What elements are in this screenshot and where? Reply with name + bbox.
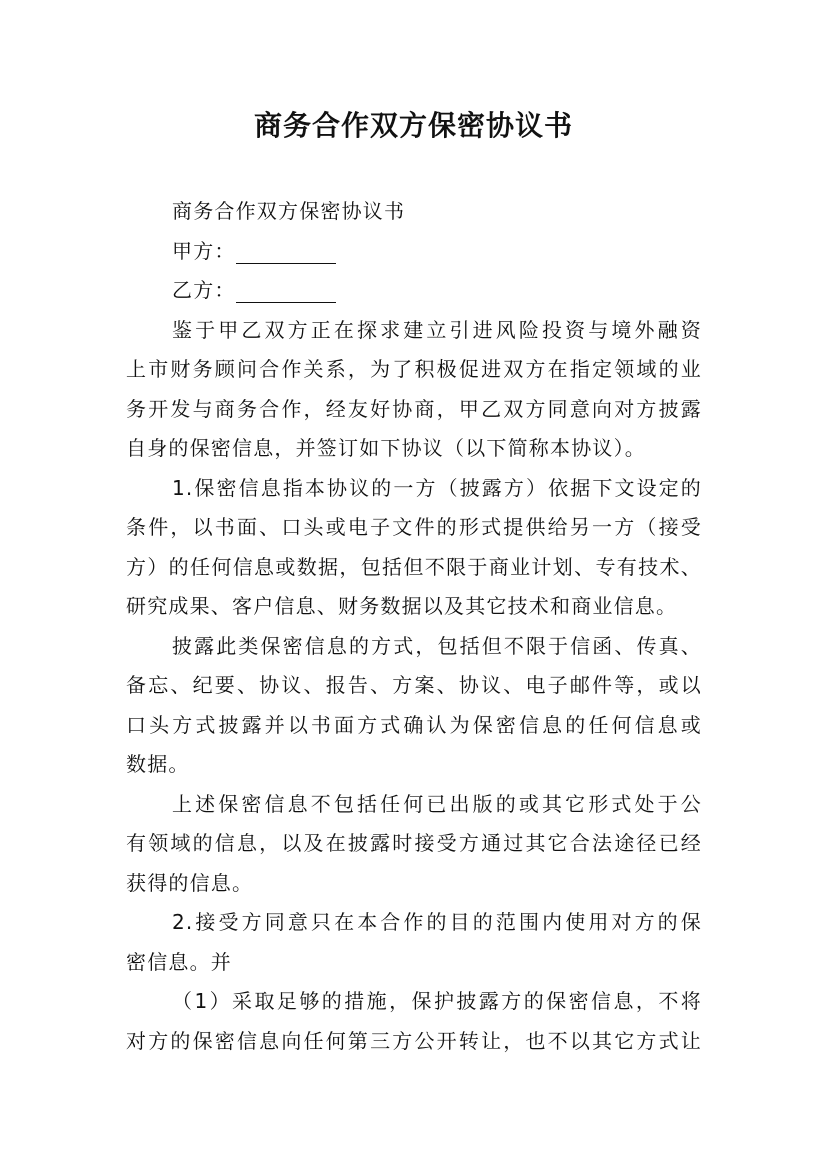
paragraph-line: 自身的保密信息，并签订如下协议（以下简称本协议）。 [126,436,646,460]
party-b-line [126,271,702,311]
paragraph-line: 方）的任何信息或数据，包括但不限于商业计划、专有技术、 [126,554,702,579]
paragraph-line: 对方的保密信息向任何第三方公开转让，也不以其它方式让 [126,1028,702,1053]
paragraph-line: 1.保密信息指本协议的一方（披露方）依据下文设定的 [172,475,702,500]
paragraph-line: 鉴于甲乙双方正在探求建立引进风险投资与境外融资 [172,317,702,342]
paragraph-line: 上市财务顾问合作关系，为了积极促进双方在指定领域的业 [126,357,702,381]
paragraph-line: 密信息。并 [126,949,232,974]
party-b-blank [236,278,336,303]
paragraph-line: 披露此类保密信息的方式，包括但不限于信函、传真、 [172,633,702,658]
party-b-label: 乙方： [172,278,236,302]
paragraph-line: 2.接受方同意只在本合作的目的范围内使用对方的保 [172,910,702,934]
paragraph-line: 条件，以书面、口头或电子文件的形式提供给另一方（接受 [126,515,702,539]
paragraph-line: 口头方式披露并以书面方式确认为保密信息的任何信息或 [126,712,702,737]
paragraph-line: 有领域的信息，以及在披露时接受方通过其它合法途径已经 [126,831,702,855]
paragraph-line: 备忘、纪要、协议、报告、方案、协议、电子邮件等，或以 [126,673,702,697]
paragraph-line: 获得的信息。 [126,870,254,895]
document-title: 商务合作双方保密协议书 [253,109,573,142]
paragraph-line: 研究成果、客户信息、财务数据以及其它技术和商业信息。 [126,594,678,618]
party-a-blank [236,239,336,264]
paragraph-line: 上述保密信息不包括任何已出版的或其它形式处于公 [172,791,702,816]
paragraph-line: 务开发与商务合作，经友好协商，甲乙双方同意向对方披露 [126,396,702,421]
document-body [126,192,702,1061]
party-a-label: 甲方： [172,238,236,263]
paragraph-line: （1）采取足够的措施，保护披露方的保密信息，不将 [172,989,702,1013]
paragraph-line: 数据。 [126,752,190,776]
subtitle-line: 商务合作双方保密协议书 [172,199,406,223]
party-a-line [126,232,702,272]
